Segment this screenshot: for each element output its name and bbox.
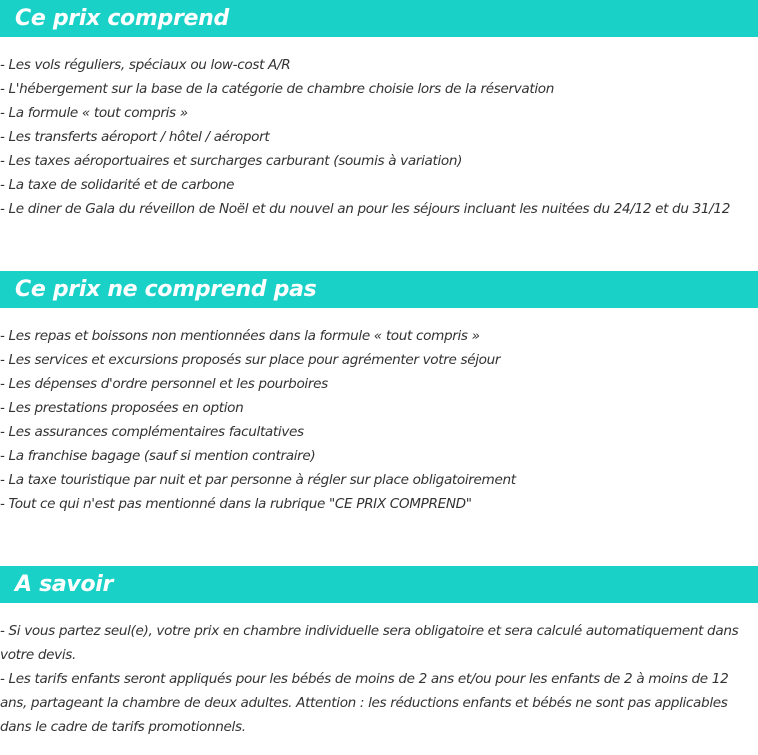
section-title-not-included: Ce prix ne comprend pas: [15, 277, 317, 302]
list-item: - La taxe touristique par nuit et par personne à régler sur place obligatoirement: [0, 472, 516, 488]
list-item: - Le diner de Gala du réveillon de Noël et du nouvel an pour les séjours incluant les nuitées du 24/12 et du 31/12: [0, 201, 730, 217]
section-title-included: Ce prix comprend: [15, 6, 229, 31]
section-included: [0, 0, 758, 221]
list-item: - Si vous partez seul(e), votre prix en chambre individuelle sera obligatoire et sera calculé automatiquement dans votre devis.: [0, 623, 739, 663]
section-header-not-included: [0, 271, 758, 308]
section-good-to-know: [0, 566, 758, 739]
good-to-know-list: [0, 619, 758, 739]
included-list: [0, 53, 758, 221]
list-item: - La taxe de solidarité et de carbone: [0, 177, 235, 193]
list-item: - La franchise bagage (sauf si mention contraire): [0, 448, 316, 464]
section-not-included: [0, 271, 758, 516]
list-item: - Les transferts aéroport / hôtel / aéroport: [0, 129, 270, 145]
list-item: - Tout ce qui n'est pas mentionné dans la rubrique "CE PRIX COMPREND": [0, 496, 472, 512]
section-title-good-to-know: A savoir: [15, 572, 114, 597]
list-item: - Les dépenses d'ordre personnel et les pourboires: [0, 376, 328, 392]
list-item: - Les taxes aéroportuaires et surcharges carburant (soumis à variation): [0, 153, 463, 169]
list-item: - Les tarifs enfants seront appliqués pour les bébés de moins de 2 ans et/ou pour les enfants de 2 à moins de 12 ans, partageant la chambre de deux adultes. Attention : les réductions enfants et bébés ne sont pas applicables dans le cadre de tarifs promotionnels.: [0, 671, 729, 735]
list-item: - Les prestations proposées en option: [0, 400, 244, 416]
list-item: - Les repas et boissons non mentionnées dans la formule « tout compris »: [0, 328, 480, 344]
section-header-included: [0, 0, 758, 37]
list-item: - L'hébergement sur la base de la catégorie de chambre choisie lors de la réservation: [0, 81, 555, 97]
list-item: - Les assurances complémentaires facultatives: [0, 424, 304, 440]
not-included-list: [0, 324, 758, 516]
list-item: - La formule « tout compris »: [0, 105, 188, 121]
list-item: - Les services et excursions proposés sur place pour agrémenter votre séjour: [0, 352, 501, 368]
section-header-good-to-know: [0, 566, 758, 603]
list-item: - Les vols réguliers, spéciaux ou low-cost A/R: [0, 57, 291, 73]
